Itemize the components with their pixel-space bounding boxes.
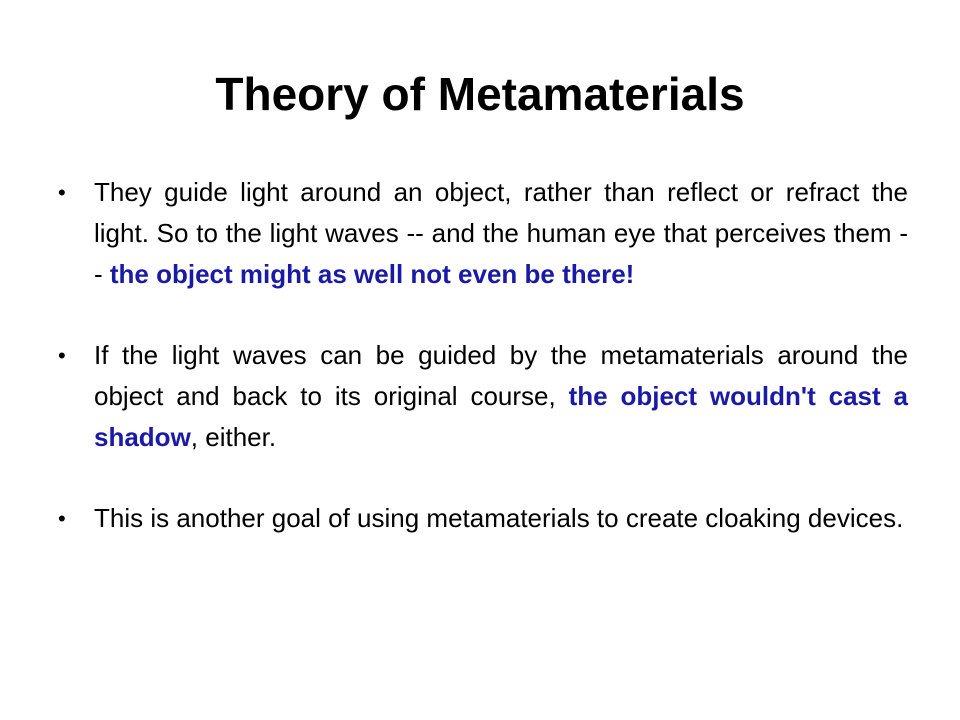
bullet-icon: •	[58, 506, 66, 531]
bullet-item-1	[58, 172, 908, 295]
bullet-item-3	[58, 498, 908, 539]
bullet-text: If the light waves can be guided by the metamaterials around the object and back to its original course,	[94, 340, 908, 411]
bullet-icon: •	[58, 180, 66, 205]
bullet-highlight: the object might as well not even be there!	[109, 259, 635, 289]
bullet-highlight: the object wouldn't cast a shadow	[94, 381, 908, 452]
slide-title: Theory of Metamaterials	[215, 68, 745, 120]
bullet-item-2	[58, 335, 908, 458]
bullet-text: This is another goal of using metamaterials to create cloaking devices.	[94, 503, 904, 533]
bullet-icon: •	[58, 343, 66, 368]
bullet-text: They guide light around an object, rather than reflect or refract the light. So to the light waves -- and the human eye that perceives them --	[94, 177, 908, 289]
bullet-list	[58, 172, 908, 579]
bullet-text-after: , either.	[190, 422, 277, 452]
